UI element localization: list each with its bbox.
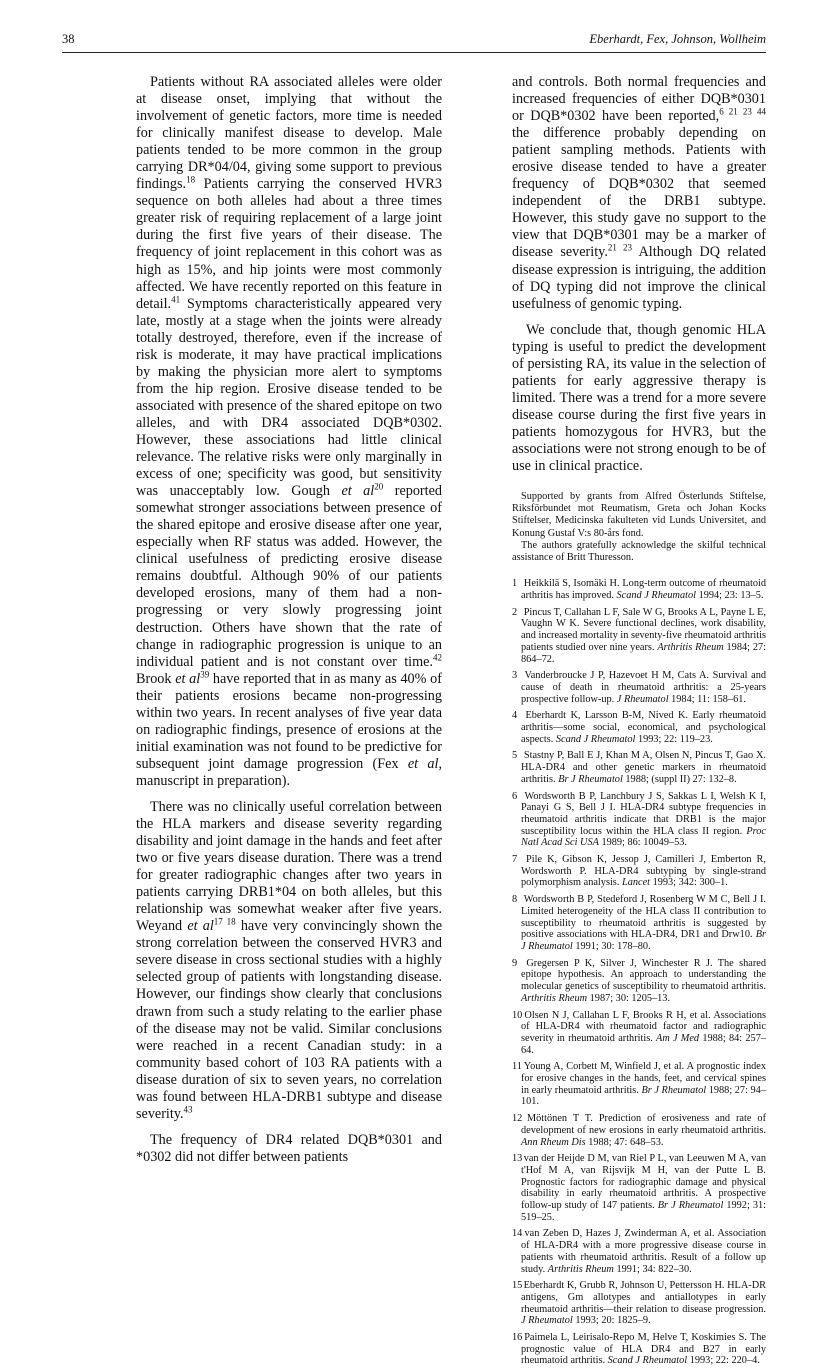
- reference-journal: Scand J Rheumatol: [555, 733, 636, 745]
- reference-number: 10: [512, 1009, 523, 1021]
- reference-item: [512, 1153, 766, 1223]
- reference-text: Pincus T, Callahan L F, Sale W G, Brooks A L, Payne L E, Vaughn W K. Severe functional declines, work disability, and increased mortality in seventy-five rheumatoid arthritis patients studied over nine years.: [521, 606, 766, 653]
- reference-journal: Arthritis Rheum: [521, 992, 588, 1004]
- conclusion-paragraph: We conclude that, though genomic HLA typing is useful to predict the development of persisting RA, its value in the selection of patients for early aggressive therapy is limited. There was a trend for a more severe disease course during the first five years in patients homozygous for HVR3, but the associations were not strong enough to be of use in clinical practice.: [512, 321, 766, 475]
- reference-item: [512, 1280, 766, 1327]
- reference-item: [512, 1228, 766, 1275]
- reference-text: Pile K, Gibson K, Jessop J, Camilleri J, Emberton R, Wordsworth P. HLA-DR4 subtyping by single-strand polymorphism analysis.: [521, 854, 766, 889]
- reference-item: [512, 710, 766, 745]
- reference-text: Young A, Corbett M, Winfield J, et al. A prognostic index for erosive changes in the hands, feet, and cervical spines in early rheumatoid arthritis.: [521, 1061, 766, 1096]
- reference-number: 11: [512, 1061, 522, 1073]
- reference-item: [512, 1061, 766, 1108]
- reference-item: [512, 854, 766, 889]
- reference-citation: 1991; 34: 822–30.: [613, 1263, 692, 1275]
- reference-journal: Br J Rheumatol: [657, 1200, 724, 1212]
- reference-journal: J Rheumatol: [521, 1315, 573, 1327]
- reference-citation: 1984; 27: 864–72.: [521, 641, 766, 665]
- reference-number: 3: [512, 670, 518, 682]
- reference-text: Paimela L, Leirisalo-Repo M, Helve T, Koskimies S. The prognostic value of HLA DR4 and B27 in early rheumatoid arthritis.: [521, 1332, 766, 1367]
- reference-journal: J Rheumatol: [616, 693, 669, 705]
- header-rule: [62, 52, 766, 53]
- reference-number: 1: [512, 578, 518, 590]
- reference-text: Vanderbroucke J P, Hazevoet H M, Cats A. Survival and cause of death in rheumatoid arthritis: a 25-years prospective follow-up.: [521, 670, 766, 705]
- reference-list: [512, 578, 766, 1367]
- reference-citation: 1988; 47: 648–53.: [585, 1136, 664, 1148]
- reference-item: [512, 607, 766, 666]
- page-header: [62, 32, 766, 48]
- reference-text: Heikkilä S, Isomäki H. Long-term outcome of rheumatoid arthritis has improved.: [521, 578, 766, 601]
- reference-text: Wordsworth B P, Lanchbury J S, Sakkas L I, Welsh K I, Panayi G S, Bell J I. HLA-DR4 subtype frequencies in rheumatoid arthritis indicate that DRB1 is the major susceptibility locus within the HLA class II region.: [521, 790, 767, 837]
- reference-journal: Br J Rheumatol: [558, 773, 623, 785]
- body-paragraph: and controls. Both normal frequencies and increased frequencies of either DQB*0301 or DQB*0302 have been reported,$^{6 21 23 44}$ the difference probably depending on patient sampling methods. Patients with erosive disease tended to have a greater frequency of DQB*0302 that seemed independent of the DRB1 subtype. However, this study gave no support to the view that DQB*0301 may be a marker of disease severity.$^{21 23}$ Although DQ related disease expression is intriguing, the addition of DQ typing did not improve the clinical usefulness of genomic typing.: [512, 74, 766, 312]
- reference-text: Möttönen T T. Prediction of erosiveness and rate of development of new erosions in early rheumatoid arthritis.: [521, 1113, 767, 1136]
- reference-citation: 1993; 22: 220–4.: [687, 1355, 760, 1367]
- reference-journal: Arthritis Rheum: [657, 641, 724, 653]
- running-head-authors: Eberhardt, Fex, Johnson, Wollheim: [589, 32, 766, 46]
- reference-item: [512, 791, 766, 850]
- reference-citation: 1994; 23: 13–5.: [696, 590, 764, 601]
- body-paragraph: The frequency of DR4 related DQB*0301 and *0302 did not differ between patients: [136, 1131, 442, 1165]
- reference-journal: Scand J Rheumatol: [616, 590, 697, 601]
- reference-citation: 1988; 27: 94–101.: [521, 1084, 766, 1108]
- reference-text: Eberhardt K, Grubb R, Johnson U, Pettersson H. HLA-DR antigens, Gm allotypes and antiallotypes in early rheumatoid arthritis—their relation to disease progression.: [521, 1280, 767, 1315]
- reference-text: van der Heijde D M, van Riel P L, van Leeuwen M A, van t'Hof M A, van Rijsvijk M H, van der Putte L B. Prognostic factors for radiographic damage and physical disability in early rheumatoid arthritis. A prospective follow-up study of 147 patients.: [521, 1153, 766, 1212]
- reference-citation: 1988; 84: 257–64.: [521, 1032, 766, 1056]
- reference-journal: Arthritis Rheum: [547, 1263, 614, 1275]
- reference-journal: Am J Med: [656, 1032, 700, 1044]
- reference-journal: Br J Rheumatol: [641, 1084, 707, 1096]
- reference-item: [512, 670, 766, 705]
- reference-journal: Ann Rheum Dis: [521, 1136, 586, 1148]
- reference-number: 15: [512, 1280, 523, 1292]
- reference-citation: 1987; 30: 1205–13.: [587, 992, 671, 1004]
- reference-item: [512, 894, 766, 953]
- reference-item: [512, 750, 766, 785]
- reference-journal: Proc Natl Acad Sci USA: [521, 825, 766, 849]
- reference-citation: 1993; 20: 1825–9.: [572, 1315, 651, 1327]
- reference-citation: 1991; 30: 178–80.: [572, 940, 651, 952]
- reference-number: 16: [512, 1332, 523, 1344]
- reference-item: [512, 1332, 766, 1367]
- left-column: [136, 74, 442, 1166]
- acknowledgement-note: The authors gratefully acknowledge the skilful technical assistance of Britt Thuresson.: [512, 539, 766, 564]
- reference-text: Gregersen P K, Silver J, Winchester R J. The shared epitope hypothesis. An approach to understanding the molecular genetics of susceptibility to rheumatoid arthritis.: [521, 957, 766, 993]
- reference-item: [512, 1010, 766, 1057]
- reference-number: 9: [512, 957, 518, 969]
- reference-item: [512, 1113, 766, 1148]
- reference-item: [512, 578, 766, 601]
- right-column: [512, 74, 766, 1372]
- reference-citation: 1993; 342: 300–1.: [650, 877, 728, 889]
- reference-citation: 1993; 22: 119–23.: [635, 733, 713, 745]
- reference-citation: 1988; (suppl II) 27: 132–8.: [622, 773, 737, 785]
- reference-number: 6: [512, 790, 518, 802]
- reference-text: van Zeben D, Hazes J, Zwinderman A, et al. Association of HLA-DR4 with a more progressive disease course in patients with rheumatoid arthritis. Result of a follow up study.: [521, 1228, 766, 1275]
- reference-item: [512, 958, 766, 1005]
- reference-number: 7: [512, 854, 518, 866]
- body-paragraph: There was no clinically useful correlation between the HLA markers and disease severity regarding disability and joint damage in the hands and feet after two or five years disease duration. There was a trend for greater radiographic changes after two years in patients carrying DRB1*04 on both alleles, but this relationship was somewhat weaker after five years. Weyand et $al^{17 18}$ have very convincingly shown the strong correlation between the conserved HVR3 and severe disease in cross sectional studies with a highly selected group of patients with longstanding disease. However, our findings show clearly that conclusions drawn from such a study relating to the earlier phase of the disease may not be valid. Similar conclusions were reached in a recent Canadian study: in a community based cohort of 103 RA patients with a disease duration of six to seven years, no correlation was found between HLA-DRB1 subtype and disease severity.$^{43}$: [136, 798, 442, 1122]
- reference-citation: 1984; 11: 158–61.: [668, 693, 746, 705]
- reference-text: Eberhardt K, Larsson B-M, Nived K. Early rheumatoid arthritis—some social, economical, and psychological aspects.: [521, 710, 767, 745]
- reference-text: Olsen N J, Callahan L F, Brooks R H, et al. Associations of HLA-DR4 with rheumatoid factor and radiographic severity in rheumatoid arthritis.: [521, 1009, 766, 1044]
- reference-number: 13: [512, 1153, 523, 1165]
- reference-text: Wordsworth B P, Stedeford J, Rosenberg W M C, Bell J I. Limited heterogeneity of the HLA class II contribution to susceptibility to rheumatoid arthritis is suggested by positive associations with HLA-DR4, DR1 and Drw10.: [521, 894, 767, 941]
- reference-number: 2: [512, 606, 518, 618]
- funding-note: Supported by grants from Alfred Österlunds Stiftelse, Riksförbundet mot Reumatism, Greta och Johan Kocks Stiftelser, Medicinska fakulteten vid Lunds Universitet, and Konung Gustaf V:s 80-års fond.: [512, 491, 766, 539]
- page-number: 38: [62, 32, 75, 46]
- reference-journal: Scand J Rheumatol: [607, 1355, 688, 1367]
- reference-text: Stastny P, Ball E J, Khan M A, Olsen N, Pincus T, Gao X. HLA-DR4 and other genetic markers in rheumatoid arthritis.: [521, 750, 766, 785]
- reference-citation: 1989; 86: 10049–53.: [598, 837, 687, 849]
- body-paragraph: Patients without RA associated alleles were older at disease onset, implying that without the involvement of genetic factors, more time is needed for clinically manifest disease to develop. Male patients tended to be more common in the group carrying DR*04/04, giving some support to previous findings.$^{18}$ Patients carrying the conserved HVR3 sequence on both alleles had about a three times greater risk of requiring replacement of a large joint during the first five years of their disease. The frequency of joint replacement in this cohort was as high as 15%, and hip joints were most commonly affected. We have recently reported on this feature in detail.$^{41}$ Symptoms characteristically appeared very late, mostly at a stage when the joints were already totally destroyed, therefore, even if the increase of risk is moderate, it may have practical implications by making the physician more alert to symptoms from the hip region. Erosive disease tended to be associated with presence of the shared epitope on two alleles, and with DR4 associated DQB*0302. However, these associations had little clinical relevance. The relative risks were only marginally in excess of one; specificity was good, but sensitivity was unacceptably low. Gough et $al^{20}$ reported somewhat stronger associations between presence of the shared epitope and erosive disease after one year, especially when RF status was added. However, the clinical usefulness of predicting erosive disease remains doubtful. Although 90% of our patients developed erosions, many of them had a non-progressing or very slowly progressing joint destruction. Others have shown that the rate of change in radiographic progression is unique to an individual patient and is not constant over time.$^{42}$ Brook et $al^{39}$ have reported that in as many as 40% of their patients erosions became non-progressing within two years. In recent analyses of five year data on radiographic findings, presence of erosions at the initial examination was not found to be predictive for subsequent joint damage progression (Fex et al, manuscript in preparation).: [136, 74, 442, 789]
- reference-citation: 1992; 31: 519–25.: [521, 1200, 767, 1223]
- reference-number: 4: [512, 710, 518, 722]
- reference-number: 5: [512, 750, 518, 762]
- reference-number: 14: [512, 1228, 523, 1240]
- reference-number: 12: [512, 1113, 523, 1125]
- reference-number: 8: [512, 894, 518, 906]
- reference-journal: Lancet: [621, 877, 650, 889]
- reference-journal: Br J Rheumatol: [521, 929, 766, 952]
